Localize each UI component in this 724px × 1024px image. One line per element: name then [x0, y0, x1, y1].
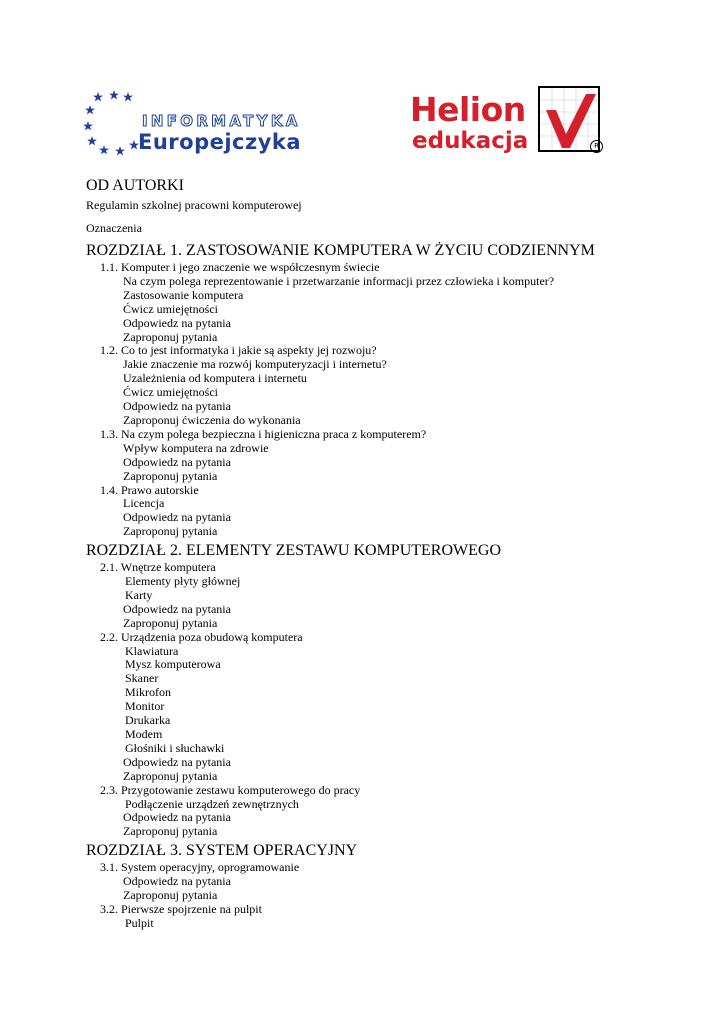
- section-1-3: 1.3. Na czym polega bezpieczna i higieniczna praca z komputerem?: [100, 426, 427, 441]
- list-item: Odpowiedz na pytania: [123, 510, 231, 525]
- list-item: Zaproponuj ćwiczenia do wykonania: [123, 412, 301, 427]
- list-item: Ćwicz umiejętności: [123, 385, 218, 400]
- list-item: Licencja: [123, 496, 165, 511]
- section-1-4: 1.4. Prawo autorskie: [100, 482, 199, 497]
- logo-europejczyka-text: Europejczyka: [138, 130, 302, 154]
- list-item: Karty: [125, 587, 153, 602]
- symbols-entry: Oznaczenia: [86, 221, 142, 235]
- list-item: Na czym polega reprezentowanie i przetwarzanie informacji przez człowieka i komputer?: [123, 273, 555, 288]
- list-item: Odpowiedz na pytania: [123, 810, 231, 825]
- list-item: Odpowiedz na pytania: [123, 454, 231, 469]
- list-item: Mysz komputerowa: [125, 657, 221, 672]
- list-item: Odpowiedz na pytania: [123, 754, 231, 769]
- section-title-od-autorki: OD AUTORKI: [86, 177, 184, 194]
- list-item: Odpowiedz na pytania: [123, 874, 231, 889]
- helion-edukacja-logo: [410, 84, 606, 156]
- chapter-1-title: ROZDZIAŁ 1. ZASTOSOWANIE KOMPUTERA W ŻYCIU CODZIENNYM: [86, 242, 595, 259]
- list-item: Odpowiedz na pytania: [123, 315, 231, 330]
- chapter-3-title: ROZDZIAŁ 3. SYSTEM OPERACYJNY: [86, 842, 358, 860]
- list-item: Zaproponuj pytania: [123, 524, 218, 539]
- section-2-2: 2.2. Urządzenia poza obudową komputera: [100, 629, 303, 644]
- section-2-3: 2.3. Przygotowanie zestawu komputerowego do pracy: [100, 782, 361, 797]
- logo-edukacja-text: edukacja: [412, 128, 529, 154]
- section-1-1: 1.1. Komputer i jego znaczenie we współczesnym świecie: [100, 260, 380, 274]
- list-item: Mikrofon: [125, 685, 171, 700]
- list-item: Zaproponuj pytania: [123, 329, 218, 344]
- rules-entry: Regulamin szkolnej pracowni komputerowej: [86, 198, 302, 212]
- list-item: Ćwicz umiejętności: [123, 301, 218, 316]
- list-item: Zaproponuj pytania: [123, 824, 218, 839]
- logo-helion-text: Helion: [410, 90, 526, 129]
- list-item: Zastosowanie komputera: [123, 287, 244, 302]
- list-item: Jakie znaczenie ma rozwój komputeryzacji i internetu?: [123, 357, 387, 372]
- list-item: Zaproponuj pytania: [123, 615, 218, 630]
- list-item: Głośniki i słuchawki: [125, 740, 225, 755]
- list-item: Modem: [125, 727, 163, 741]
- logo-informatyka-text: INFORMATYKA: [142, 112, 301, 130]
- section-2-1: 2.1. Wnętrze komputera: [100, 560, 216, 575]
- list-item: Zaproponuj pytania: [123, 468, 218, 483]
- section-3-1: 3.1. System operacyjny, oprogramowanie: [100, 860, 300, 875]
- list-item: Podłączenie urządzeń zewnętrznych: [125, 796, 299, 811]
- list-item: Wpływ komputera na zdrowie: [123, 440, 269, 455]
- list-item: Drukarka: [125, 713, 171, 728]
- list-item: Odpowiedz na pytania: [123, 601, 231, 616]
- list-item: Uzależnienia od komputera i internetu: [123, 371, 307, 386]
- list-item: Pulpit: [125, 915, 154, 930]
- list-item: Odpowiedz na pytania: [123, 399, 231, 414]
- list-item: Zaproponuj pytania: [123, 888, 218, 903]
- list-item: Skaner: [125, 671, 159, 686]
- table-of-contents: [86, 176, 684, 931]
- chapter-2-title: ROZDZIAŁ 2. ELEMENTY ZESTAWU KOMPUTEROWEGO: [86, 542, 502, 560]
- registered-mark: R: [590, 140, 603, 153]
- list-item: Zaproponuj pytania: [123, 768, 218, 783]
- list-item: Klawiatura: [125, 643, 179, 658]
- list-item: Elementy płyty głównej: [125, 574, 241, 589]
- section-3-2: 3.2. Pierwsze spojrzenie na pulpit: [100, 901, 262, 916]
- section-1-2: 1.2. Co to jest informatyka i jakie są aspekty jej rozwoju?: [100, 343, 377, 358]
- informatyka-europejczyka-logo: [84, 88, 324, 160]
- list-item: Monitor: [125, 699, 165, 714]
